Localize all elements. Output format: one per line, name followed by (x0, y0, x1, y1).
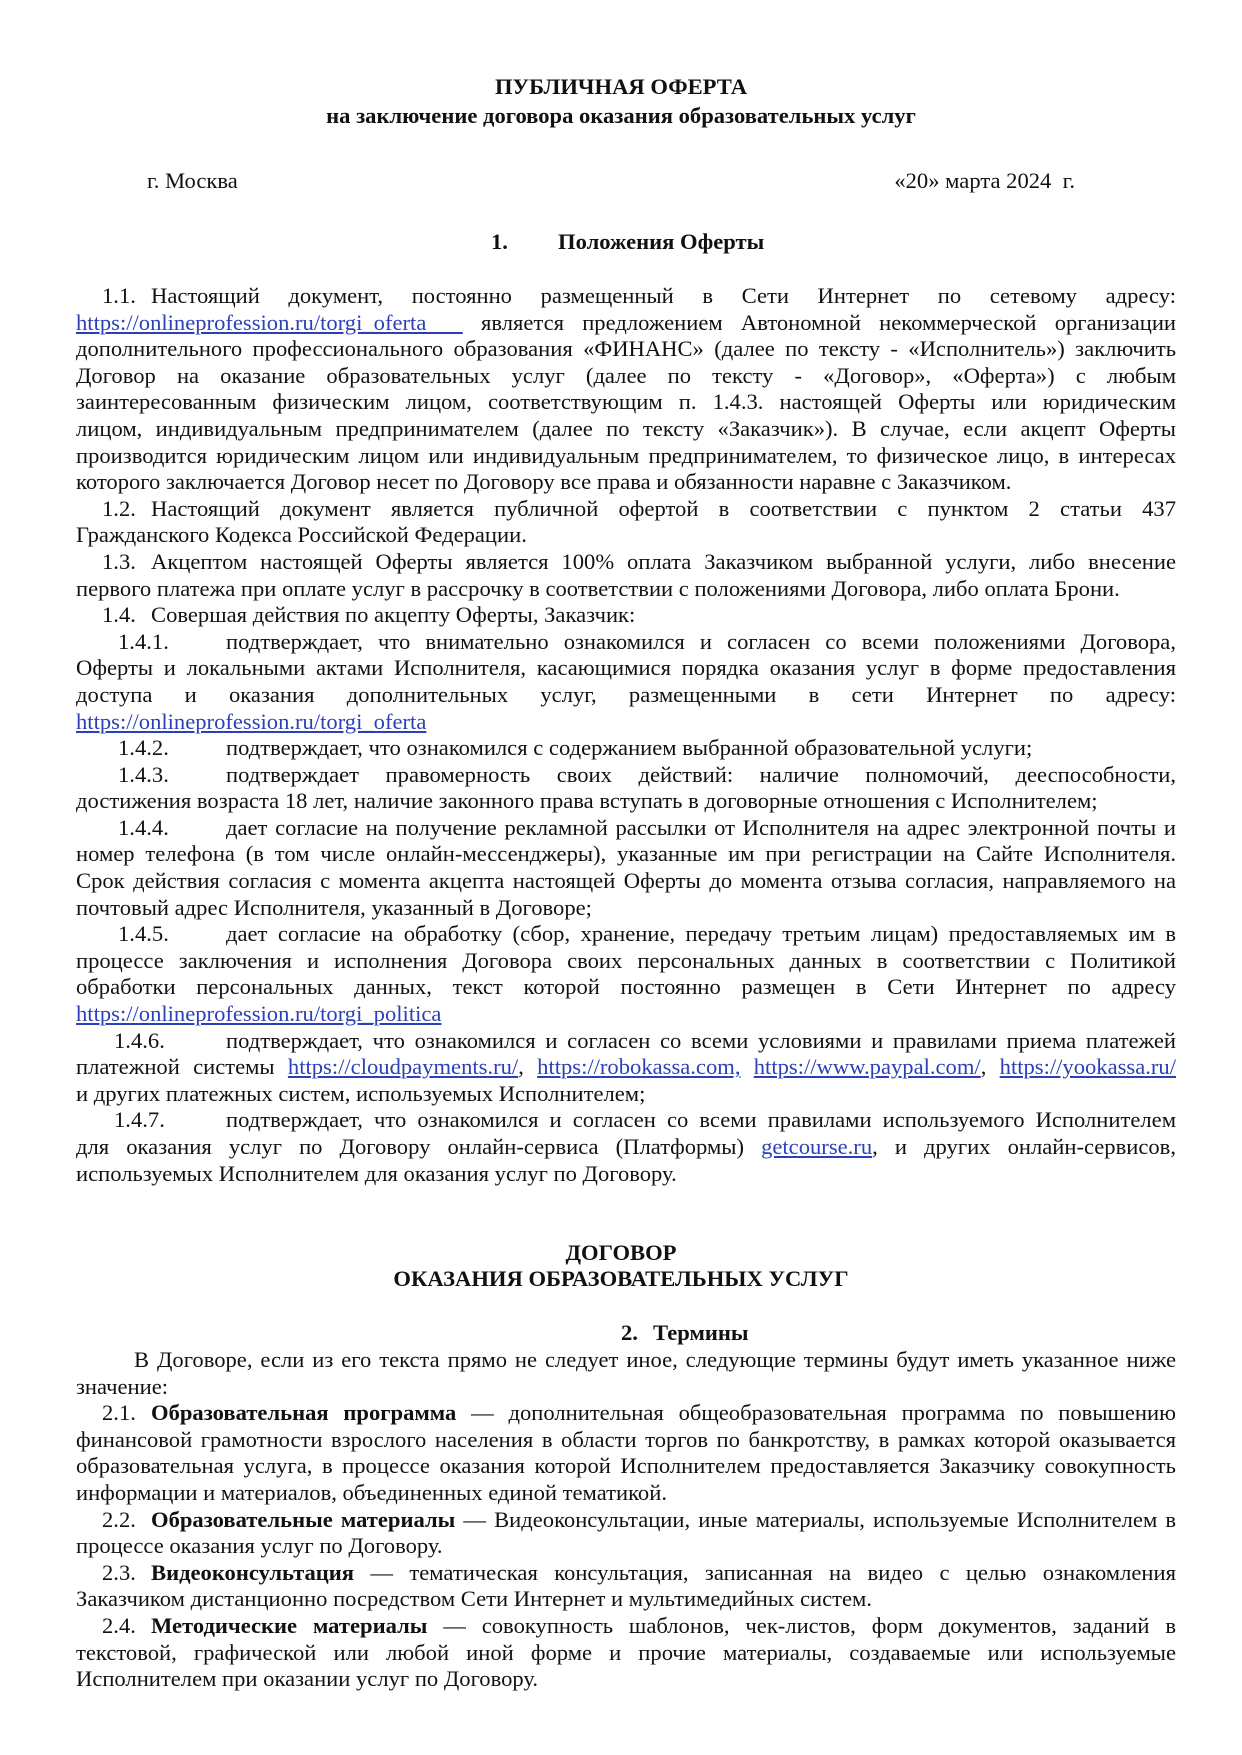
clause-text: информации и материалов, объединенных единой тематикой. (76, 1479, 667, 1505)
text-line (76, 788, 1176, 815)
term-name: Образовательные материалы (151, 1506, 456, 1532)
text-line (76, 522, 1176, 549)
clause-text: — Видеоконсультации, иные материалы, используемые Исполнителем в (455, 1506, 1176, 1532)
clause-text: лицом, индивидуальным предпринимателем (далее по тексту «Заказчик»). В случае, если акцепт Оферты (76, 415, 1176, 441)
text-line (76, 1134, 1176, 1161)
clause-text: Договор на оказание образовательных услуг (далее по тексту - «Договор», «Оферта») с любым (76, 362, 1176, 388)
clause-text: и других платежных систем, используемых Исполнителем; (76, 1080, 646, 1106)
clause-text: Заказчиком дистанционно посредством Сети Интернет и мультимедийных систем. (76, 1586, 872, 1612)
text-line (76, 1107, 1176, 1134)
text-line (76, 762, 1176, 789)
clause-text: процессе заключения и исполнения Договора своих персональных данных в соответствии с Политикой (76, 947, 1176, 973)
clause-text: , (980, 1054, 1000, 1080)
section-title: Термины (653, 1320, 749, 1345)
section-number: 2. (621, 1320, 638, 1345)
hyperlink[interactable]: https://onlineprofession.ru/torgi_oferta (76, 708, 427, 734)
text-line (76, 655, 1176, 682)
hyperlink[interactable]: getcourse.ru (761, 1134, 873, 1159)
clause-1-1 (76, 283, 1176, 496)
clause-number: 1.3. (102, 548, 136, 574)
clause-text: подтверждает, что ознакомился с содержанием выбранной образовательной услуги; (226, 735, 1033, 761)
clause-number: 1.4.4. (118, 814, 169, 840)
clause-text: номер телефона (в том числе онлайн-мессенджеры), указанные им при регистрации на Сайте Исполнителя. (76, 841, 1176, 867)
clause-text: первого платежа при оплате услуг в рассрочку в соответствии с положениями Договора, либо оплата Брони. (76, 575, 1120, 601)
clause-number: 1.4.5. (118, 921, 169, 947)
text-line (76, 416, 1176, 443)
clause-text: для оказания услуг по Договору онлайн-сервиса (Платформы) (76, 1134, 762, 1159)
section-1-body (76, 283, 1176, 1187)
clause-text: подтверждает правомерность своих действий: наличие полномочий, дееспособности, (226, 761, 1176, 787)
clause-text: дает согласие на получение рекламной рассылки от Исполнителя на адрес электронной почты и (226, 814, 1176, 840)
clause-2-3 (76, 1560, 1176, 1613)
intro-paragraph (76, 1347, 1176, 1400)
clause-text: является предложением Автономной некоммерческой организации (462, 309, 1177, 335)
clause-text: финансовой грамотности взрослого населения в области торгов по банкротству, в рамках которой оказывается (76, 1426, 1176, 1452)
clause-text: образовательная услуга, в процессе оказания которой Исполнителем предоставляется Заказчику совокупность (76, 1453, 1176, 1479)
clause-number: 1.4.6. (114, 1027, 165, 1053)
clause-2-1 (76, 1400, 1176, 1506)
text-line (76, 602, 1176, 629)
clause-number: 2.2. (102, 1506, 136, 1532)
term-name: Образовательная программа (151, 1400, 457, 1426)
clause-1-3 (76, 549, 1176, 602)
text-line (76, 815, 1176, 842)
clause-number: 1.1. (102, 283, 136, 308)
clause-2-2 (76, 1507, 1176, 1560)
text-line (76, 469, 1176, 496)
clause-number: 1.4.3. (118, 761, 169, 787)
text-line (76, 974, 1176, 1001)
hyperlink[interactable]: https://www.paypal.com/ (753, 1054, 981, 1080)
clause-text: процессе оказания услуг по Договору. (76, 1533, 443, 1559)
contract-title: ДОГОВОР (565, 1240, 677, 1265)
clause-text: почтовый адрес Исполнителя, указанный в Договоре; (76, 894, 592, 920)
clause-text (740, 1054, 753, 1079)
clause-text: , и других онлайн-сервисов, (872, 1134, 1176, 1159)
hyperlink[interactable]: https://yookassa.ru/ (999, 1054, 1176, 1080)
clause-text: — совокупность шаблонов, чек-листов, форм документов, заданий в (427, 1612, 1176, 1638)
clause-1-4-6 (76, 1028, 1176, 1108)
text-line (76, 389, 1176, 416)
section-title: Положения Оферты (558, 229, 765, 254)
clause-1-4 (76, 602, 1176, 629)
clause-text: значение: (76, 1373, 169, 1399)
text-line (76, 735, 1176, 762)
text-line (76, 549, 1176, 576)
clause-text: заинтересованным физическим лицом, соответствующим п. 1.4.3. настоящей Оферты или юридическим (76, 389, 1176, 415)
clause-number: 1.4.1. (118, 628, 169, 654)
text-line (76, 868, 1176, 895)
text-line (76, 1374, 1176, 1401)
clause-text: В Договоре, если из его текста прямо не следует иное, следующие термины будут иметь указанное ниже (134, 1347, 1176, 1372)
clause-text: Гражданского Кодекса Российской Федерации. (76, 522, 527, 548)
text-line (76, 709, 1176, 736)
text-line (76, 496, 1176, 523)
contract-subtitle: ОКАЗАНИЯ ОБРАЗОВАТЕЛЬНЫХ УСЛУГ (393, 1266, 849, 1291)
clause-text: Совершая действия по акцепту Оферты, Заказчик: (151, 602, 636, 628)
clause-1-4-3 (76, 762, 1176, 815)
text-line (76, 1453, 1176, 1480)
text-line (76, 1666, 1176, 1693)
clause-text: дает согласие на обработку (сбор, хранение, передачу третьим лицам) предоставляемых им в (226, 921, 1176, 947)
text-line (76, 1054, 1176, 1081)
clause-text: Акцептом настоящей Оферты является 100% оплата Заказчиком выбранной услуги, либо внесение (151, 548, 1176, 574)
text-line (76, 1001, 1176, 1028)
clause-1-4-1 (76, 629, 1176, 735)
clause-number: 1.4.2. (118, 735, 169, 761)
text-line (76, 443, 1176, 470)
text-line (76, 1640, 1176, 1667)
term-name: Видеоконсультация (151, 1559, 355, 1585)
clause-text: Срок действия согласия с момента акцепта настоящей Оферты до момента отзыва согласия, направляемого на (76, 868, 1176, 894)
text-line (76, 682, 1176, 709)
clause-text: платежной системы (76, 1054, 288, 1080)
clause-text: — тематическая консультация, записанная на видео с целью ознакомления (354, 1559, 1176, 1585)
date: «20» марта 2024 г. (894, 168, 1075, 193)
text-line (76, 1427, 1176, 1454)
clause-1-2 (76, 496, 1176, 549)
clause-text: подтверждает, что внимательно ознакомился и согласен со всеми положениями Договора, (226, 628, 1176, 654)
document-subtitle: на заключение договора оказания образовательных услуг (326, 103, 916, 128)
text-line (76, 921, 1176, 948)
text-line (76, 1507, 1176, 1534)
clause-text: Настоящий документ является публичной офертой в соответствии с пунктом 2 статьи 437 (151, 495, 1176, 521)
clause-text: подтверждает, что ознакомился и согласен со всеми правилами используемого Исполнителем (226, 1107, 1176, 1133)
text-line (76, 576, 1176, 603)
hyperlink[interactable]: https://onlineprofession.ru/torgi_oferta (76, 309, 463, 335)
text-line (76, 1400, 1176, 1427)
clause-1-4-5 (76, 921, 1176, 1027)
clause-number: 2.3. (102, 1559, 136, 1585)
section-2-heading (621, 1320, 749, 1346)
text-line (76, 1586, 1176, 1613)
clause-number: 1.2. (102, 495, 136, 521)
text-line (76, 1533, 1176, 1560)
text-line (76, 1081, 1176, 1108)
text-line (76, 283, 1176, 310)
section-1-heading (491, 229, 765, 255)
clause-text: текстовой, графической или любой иной форме и прочие материалы, создаваемые или используемые (76, 1639, 1176, 1665)
text-line (76, 363, 1176, 390)
text-line (76, 1347, 1176, 1374)
clause-number: 1.4.7. (114, 1107, 165, 1133)
clause-text: подтверждает, что ознакомился и согласен со всеми условиями и правилами приема платежей (226, 1027, 1176, 1053)
clause-text: достижения возраста 18 лет, наличие законного права вступать в договорные отношения с Исполнителем; (76, 788, 1098, 814)
clause-text: используемых Исполнителем для оказания услуг по Договору. (76, 1160, 677, 1186)
hyperlink[interactable]: https://robokassa.com, (537, 1054, 741, 1080)
text-line (76, 1613, 1176, 1640)
clause-text: производится юридическим лицом или индивидуальным предпринимателем, то физическое лицо, в интересах (76, 442, 1176, 468)
text-line (76, 895, 1176, 922)
clause-text: Оферты и локальными актами Исполнителя, касающимися порядка оказания услуг в форме предоставления (76, 655, 1176, 681)
clause-text: обработки персональных данных, текст которой постоянно размещен в Сети Интернет по адресу (76, 974, 1176, 1000)
clause-2-4 (76, 1613, 1176, 1693)
clause-text: дополнительного профессионального образования «ФИНАНС» (далее по тексту - «Исполнитель») заключить (76, 336, 1176, 362)
clause-number: 1.4. (102, 602, 136, 628)
clause-1-4-7 (76, 1107, 1176, 1187)
term-name: Методические материалы (151, 1612, 428, 1638)
text-line (76, 1161, 1176, 1188)
clause-text: Исполнителем при оказании услуг по Договору. (76, 1666, 539, 1692)
text-line (76, 1480, 1176, 1507)
text-line (76, 336, 1176, 363)
section-2-body (76, 1347, 1176, 1693)
clause-1-4-2 (76, 735, 1176, 762)
clause-number: 2.4. (102, 1612, 136, 1638)
clause-text: Настоящий документ, постоянно размещенный в Сети Интернет по сетевому адресу: (151, 283, 1176, 308)
hyperlink[interactable]: https://onlineprofession.ru/torgi_politica (76, 1001, 442, 1027)
city: г. Москва (147, 168, 238, 193)
clause-text: , (518, 1054, 538, 1080)
text-line (76, 629, 1176, 656)
hyperlink[interactable]: https://cloudpayments.ru/ (287, 1054, 519, 1080)
document-title: ПУБЛИЧНАЯ ОФЕРТА (494, 74, 748, 99)
clause-text: доступа и оказания дополнительных услуг, размещенными в сети Интернет по адресу: (76, 681, 1176, 707)
section-number: 1. (491, 229, 508, 254)
text-line (76, 1028, 1176, 1055)
text-line (76, 1560, 1176, 1587)
clause-number: 2.1. (102, 1400, 136, 1426)
text-line (76, 841, 1176, 868)
clause-text: которого заключается Договор несет по Договору все права и обязанности наравне с Заказчиком. (76, 469, 1012, 495)
text-line (76, 310, 1176, 337)
text-line (76, 948, 1176, 975)
clause-text: — дополнительная общеобразовательная программа по повышению (456, 1400, 1176, 1426)
clause-1-4-4 (76, 815, 1176, 921)
